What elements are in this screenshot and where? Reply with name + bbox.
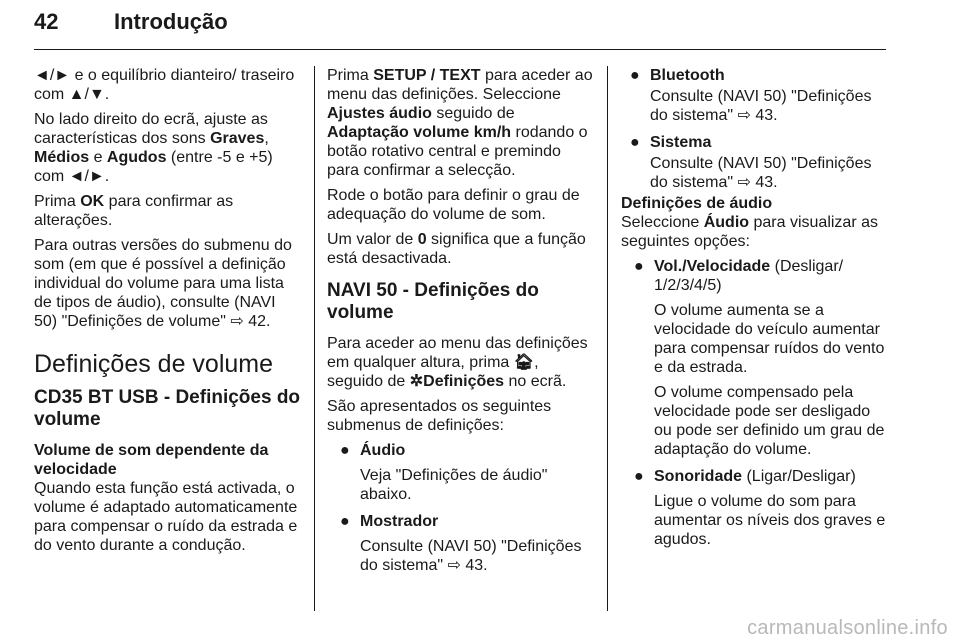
column-1: [34, 66, 302, 561]
section-title: Introdução: [114, 9, 228, 34]
list-item: ● Sistema Consulte (NAVI 50) "Definições do sistema" ⇨ 43.: [630, 134, 872, 191]
bullet-icon: ●: [340, 442, 350, 459]
speed-volume-text: Quando esta função está activada, o volume é adaptado automaticamente para compensar o ruído da estrada e do vento durante a condução.: [34, 480, 298, 554]
watermark: carmanualsonline.info: [747, 617, 948, 639]
submenu-list-continued: [621, 66, 887, 192]
gear-icon: ✲: [409, 373, 424, 390]
confirm-text: Prima OK para confirmar as alterações.: [34, 193, 234, 229]
home-icon: 🏠︎: [513, 354, 535, 371]
column-2: [327, 66, 595, 583]
volume-settings-heading: Definições de volume: [34, 350, 274, 378]
list-item: ● Mostrador Consulte (NAVI 50) "Definições do sistema" ⇨ 43.: [340, 513, 582, 574]
list-item: ● Sonoridade (Ligar/Desligar) Ligue o volume do som para aumentar os níveis dos graves e agudos.: [634, 468, 886, 548]
list-item: ● Bluetooth Consulte (NAVI 50) "Definições do sistema" ⇨ 43.: [630, 67, 872, 124]
submenus-intro: São apresentados os seguintes submenus de definições:: [327, 398, 552, 434]
audio-options-list: [621, 257, 887, 549]
column-divider-1: [314, 66, 315, 611]
page-number: 42: [34, 9, 59, 34]
bullet-icon: ●: [630, 134, 640, 151]
tone-adjust-text: No lado direito do ecrã, ajuste as características dos sons Graves, Médios e Agudos (entre -5 e +5) com ◄/►.: [34, 111, 273, 185]
speed-volume-heading: Volume de som dependente da velocidade: [34, 442, 269, 478]
setup-instructions: Prima SETUP / TEXT para aceder ao menu das definições. Seleccione Ajustes áudio seguido de Adaptação volume km/h rodando o botão rotativo central e premindo para confirmar a selecção.: [327, 67, 593, 179]
balance-text: ◄/► e o equilíbrio dianteiro/ traseiro com ▲/▼.: [34, 67, 295, 103]
column-3: [621, 66, 887, 557]
header-divider: [34, 49, 886, 50]
cd35-heading: CD35 BT USB - Definições do volume: [34, 387, 301, 430]
rotate-knob-text: Rode o botão para definir o grau de adequação do volume de som.: [327, 187, 580, 223]
submenu-list: [327, 441, 595, 575]
audio-intro: Seleccione Áudio para visualizar as seguintes opções:: [621, 214, 878, 250]
bullet-icon: ●: [630, 67, 640, 84]
navi50-heading: NAVI 50 - Definições do volume: [327, 280, 539, 323]
navi50-access-text: Para aceder ao menu das definições em qualquer altura, prima 🏠︎, seguido de ✲Definições no ecrã.: [327, 335, 588, 390]
audio-settings-heading: Definições de áudio: [621, 195, 773, 212]
list-item: ● Áudio Veja "Definições de áudio" abaixo.: [340, 442, 548, 503]
bullet-icon: ●: [634, 258, 644, 275]
list-item: ● Vol./Velocidade (Desligar/ 1/2/3/4/5) O volume aumenta se a velocidade do veículo aumentar para compensar ruídos do vento e da estrada. O volume compensado pela velocidade pode ser desligado ou pode ser definido um grau de adaptação do volume.: [634, 258, 885, 458]
other-versions-text: Para outras versões do submenu do som (em que é possível a definição individual do volume para uma lista de tipos de áudio), consulte (NAVI 50) "Definições de volume" ⇨ 42.: [34, 237, 292, 330]
page-header: [34, 4, 886, 40]
column-divider-2: [607, 66, 608, 611]
bullet-icon: ●: [634, 468, 644, 485]
bullet-icon: ●: [340, 513, 350, 530]
zero-value-text: Um valor de 0 significa que a função está desactivada.: [327, 231, 586, 267]
